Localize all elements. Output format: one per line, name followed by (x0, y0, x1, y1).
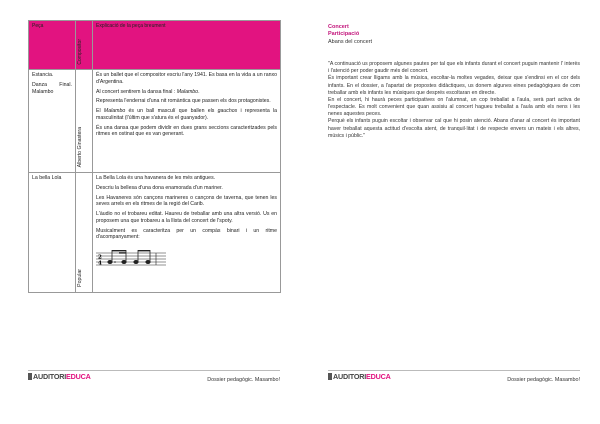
composer-name: Alberto Ginastera (77, 126, 83, 168)
section-title: Concert (328, 24, 349, 30)
footer-divider (28, 370, 280, 371)
header-composer (76, 21, 93, 70)
piece-cell (29, 70, 76, 173)
composer-cell (76, 70, 93, 173)
time-signature-bottom: 4 (98, 260, 102, 267)
explanation-paragraph: El Malambo és un ball masculí que ballen els gauchos i representa la masculinitat (l'últim que s'atura és el guanyador). (96, 108, 277, 121)
explanation-paragraph: És una dansa que podem dividir en dues grans seccions caracteritzades pels ritmes en ostinat que es van generant. (96, 124, 277, 138)
footer-dossier-label: Dossier pedagògic. Masambo! (507, 377, 580, 383)
explanation-cell (93, 70, 281, 173)
footer-dossier-label: Dossier pedagògic. Masambo! (207, 377, 280, 383)
explanation-paragraph: És un ballet que el compositor escriu l'any 1941. Es basa en la vida a un ranxo d'Argentina. (96, 72, 277, 85)
explanation-paragraph: Descriu la bellesa d'una dona enamorada d'un mariner. (96, 184, 223, 191)
header-explanation: Explicació de la peça breument (93, 21, 281, 70)
piece-name: La bella Lola (32, 175, 62, 181)
logo-text-auditori: AUDITORI (333, 372, 367, 381)
body-paragraph: "A continuació us proposem algunes pautes per tal que els infants durant el concert puguin mantenir l' interès i l'atenció per poder gaudir més del concert. (328, 61, 580, 75)
piece-name: Estancia. (32, 72, 54, 78)
explanation-paragraph: L'àudio no el trobareu editat. Haureu de treballar amb una altra versió. Us en proposem una que trobareu a la llista del concert de l'spoty. (96, 211, 277, 224)
composer-cell (76, 173, 93, 293)
composer-name: Popular (77, 269, 83, 288)
body-paragraph: Perquè els infants puguin escoltar i observar cal que hi posin atenció. Abans d'anar al concert és important haver treballat aquesta actitud d'escolta atent, de tranquil·litat i de respecte envers un mateix i els altres, músics i públic." (328, 118, 580, 139)
rhythm-notation-icon (96, 247, 166, 269)
explanation-paragraph: Al concert sentirem la dansa final : Malambo. (96, 88, 200, 95)
piece-subtitle: Danza Final. Malambo (32, 81, 72, 95)
header-composer-label: Compositor (77, 38, 83, 65)
logo-text-educa: EDUCA (366, 372, 391, 381)
section-heading (328, 24, 372, 46)
logo-mark-icon (328, 373, 332, 380)
table-header-row (29, 21, 281, 70)
logo-text-educa: EDUCA (66, 372, 91, 381)
footer-divider (328, 370, 580, 371)
logo-text-auditori: AUDITORI (33, 372, 67, 381)
participation-text (328, 61, 580, 140)
body-paragraph: És important crear lligams amb la música, escoltar-la moltes vegades, deixar que s'endinsi en el cor dels infants. En el dossier, a l'apartat de propostes didàctiques, us donem algunes eines pedagògiques de com treballar amb els infants les músiques que després escoltaran en directe. (328, 75, 580, 96)
auditori-educa-logo (28, 372, 91, 381)
piece-cell (29, 173, 76, 293)
pieces-table (28, 20, 281, 293)
table-row (29, 173, 281, 293)
table-row (29, 70, 281, 173)
logo-mark-icon (28, 373, 32, 380)
explanation-cell (93, 173, 281, 293)
explanation-paragraph: Representa l'enderrai d'una nit romàntica que passen els dos protagonistes. (96, 98, 271, 105)
right-page (300, 0, 600, 424)
time-signature-top: 2 (98, 254, 102, 261)
header-piece: Peça (29, 21, 76, 70)
explanation-paragraph: La Bella Lola és una havanera de les més antigues. (96, 175, 216, 181)
explanation-paragraph: Musicalment es caracteritza per un compàs binari i un ritme d'acompanyament: (96, 227, 277, 241)
body-paragraph: En el concert, hi haurà peces participatives on l'alumnat, un cop treballat a l'aula, serà part activa de l'espectacle. Es molt convenient que quan assisiu al concert hagueu treballat a l'aula amb els nens i les nenes aquestes peces. (328, 96, 580, 118)
auditori-educa-logo (328, 372, 391, 381)
section-subtitle: Participació (328, 31, 360, 38)
explanation-paragraph: Les Havaneres són cançons marineres o cançons de taverna, que tenen les seves arrels en els ritmes de la regió del Carib. (96, 194, 277, 208)
section-label: Abans del concert (328, 38, 373, 45)
